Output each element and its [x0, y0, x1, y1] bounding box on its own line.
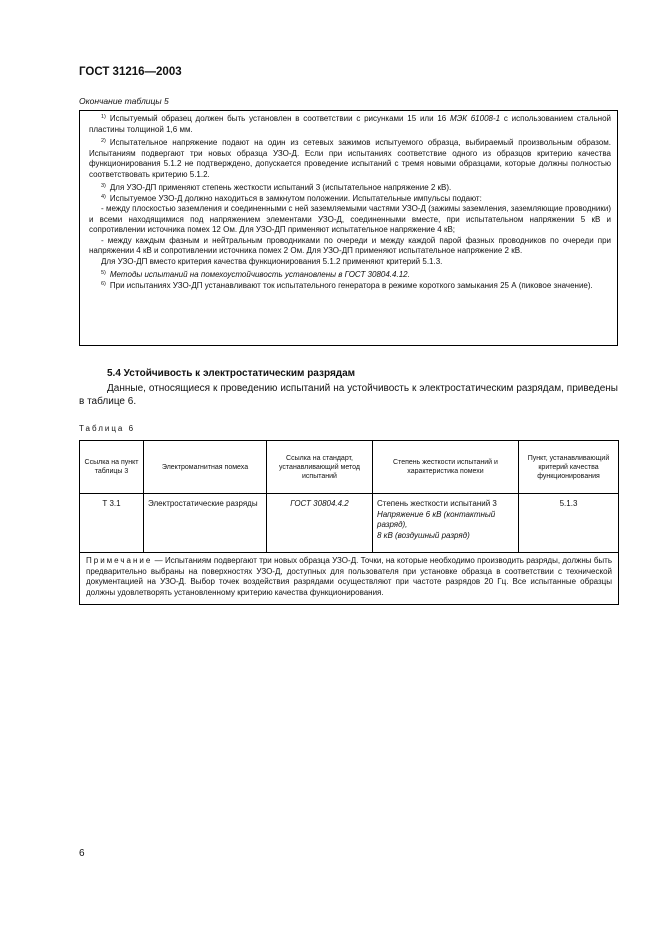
- table6-voltage-air: 8 кВ (воздушный разряд): [377, 530, 470, 540]
- footnote-2: [89, 138, 611, 180]
- table6-cell-severity: [373, 494, 519, 553]
- footnote-6-marker: 6): [101, 280, 106, 287]
- footnote-5: [89, 270, 611, 281]
- table6-cell-standard: ГОСТ 30804.4.2: [267, 494, 373, 553]
- footnote-1: [89, 114, 611, 135]
- table-continuation-label: Окончание таблицы 5: [79, 96, 169, 106]
- footnote-1-ref: МЭК 61008-1: [450, 114, 501, 123]
- section-5-4-title: 5.4 Устойчивость к электростатическим разрядам: [107, 368, 356, 379]
- footnote-6-text: При испытаниях УЗО-ДП устанавливают ток испытательного генератора в режиме короткого замыкания 25 А (пиковое значение).: [109, 280, 593, 290]
- table5-footnotes-box: [79, 110, 618, 346]
- table6-note-label: Примечание: [86, 556, 153, 565]
- page-number: 6: [79, 848, 85, 859]
- footnote-2-text: Испытательное напряжение подают на один из сетевых зажимов испытуемого образца, выбираемый произвольным образом. Испытаниям подвергают три новых образца УЗО-Д. Если при испытаниях соответствие одного из образцов критерию качества функционирования 5.1.2 не подтверждено, допускается проведение испытаний с тремя новыми образцами, которые должны полностью соответствовать критерию 5.1.2.: [89, 138, 611, 179]
- footnote-3-text: Для УЗО-ДП применяют степень жесткости испытаний 3 (испытательное напряжение 2 кВ).: [109, 183, 452, 192]
- footnote-5-text: Методы испытаний на помехоустойчивость установлены в ГОСТ 30804.4.12.: [109, 270, 410, 279]
- table6-header-ref: Ссылка на пункт таблицы 3: [80, 441, 144, 494]
- footnote-3: [89, 183, 611, 194]
- table6: [79, 440, 619, 605]
- table6-header-severity: Степень жесткости испытаний и характеристика помехи: [373, 441, 519, 494]
- document-code: ГОСТ 31216—2003: [79, 66, 182, 78]
- table6-note: [80, 553, 619, 605]
- table6-header-standard: Ссылка на стандарт, устанавливающий метод испытаний: [267, 441, 373, 494]
- footnote-4: [89, 194, 611, 205]
- table6-header-row: [80, 441, 619, 494]
- table-row: [80, 494, 619, 553]
- footnote-4-text: Испытуемое УЗО-Д должно находиться в замкнутом положении. Испытательные импульсы подают:: [109, 193, 482, 203]
- footnote-1-text: Испытуемый образец должен быть установлен в соответствии с рисунками 15 или 16: [109, 114, 451, 123]
- footnote-4-tail: Для УЗО-ДП вместо критерия качества функционирования 5.1.2 применяют критерий 5.1.3.: [101, 256, 443, 266]
- table6-caption: Таблица 6: [79, 424, 136, 433]
- table6-cell-phenomenon: Электростатические разряды: [144, 494, 267, 553]
- footnote-4-marker: 4): [101, 193, 106, 200]
- table6-header-criterion: Пункт, устанавливающий критерий качества функционирования: [519, 441, 619, 494]
- footnote-4-item-1: - между плоскостью заземления и соединенными с ней заземляемыми частями УЗО-Д (зажимы заземления, заземляющие проводники) и всеми находящимися под напряжением элементами УЗО-Д, соединенными вместе, при испытательном напряжении 5 кВ и сопротивлении источника помех 12 Ом. Для УЗО-ДП применяют испытательное напряжение 4 кВ;: [89, 204, 611, 234]
- table6-voltage-contact: Напряжение 6 кВ (контактный разряд),: [377, 509, 496, 529]
- footnote-1-marker: 1): [101, 114, 106, 120]
- table6-header-phenomenon: Электромагнитная помеха: [144, 441, 267, 494]
- footnote-6: [89, 281, 611, 292]
- footnote-2-marker: 2): [101, 138, 106, 144]
- footnote-4-item-2: - между каждым фазным и нейтральным проводниками по очереди и между каждой парой фазных проводников по очереди при напряжении 4 кВ и сопротивлении источника помех 2 Ом. Для УЗО-ДП применяют испытательное напряжение 2 кВ.: [89, 235, 611, 255]
- section-5-4-paragraph: Данные, относящиеся к проведению испытаний на устойчивость к электростатическим разрядам, приведены в таблице 6.: [79, 383, 618, 407]
- footnote-5-marker: 5): [101, 270, 106, 276]
- table6-severity-level: Степень жесткости испытаний 3: [377, 499, 497, 508]
- table6-note-row: [80, 553, 619, 605]
- footnote-3-marker: 3): [101, 183, 106, 189]
- table6-cell-ref: Т 3.1: [80, 494, 144, 553]
- footnote-1-tail: с использованием стальной пластины толщиной 1,6 мм.: [89, 114, 612, 134]
- table6-cell-criterion: 5.1.3: [519, 494, 619, 553]
- table6-note-text: — Испытаниям подвергают три новых образца УЗО-Д. Точки, на которые необходимо производить разряды, должны быть предварительно выбраны на поверхностях УЗО-Д, доступных для пользователя при установке образца в соответствии с технической документацией на УЗО-Д. Выбор точек воздействия разрядами осуществляют при частоте разрядов 20 Гц. Все испытанные образцы должны удовлетворять установленному критерию качества функционирования.: [86, 556, 612, 597]
